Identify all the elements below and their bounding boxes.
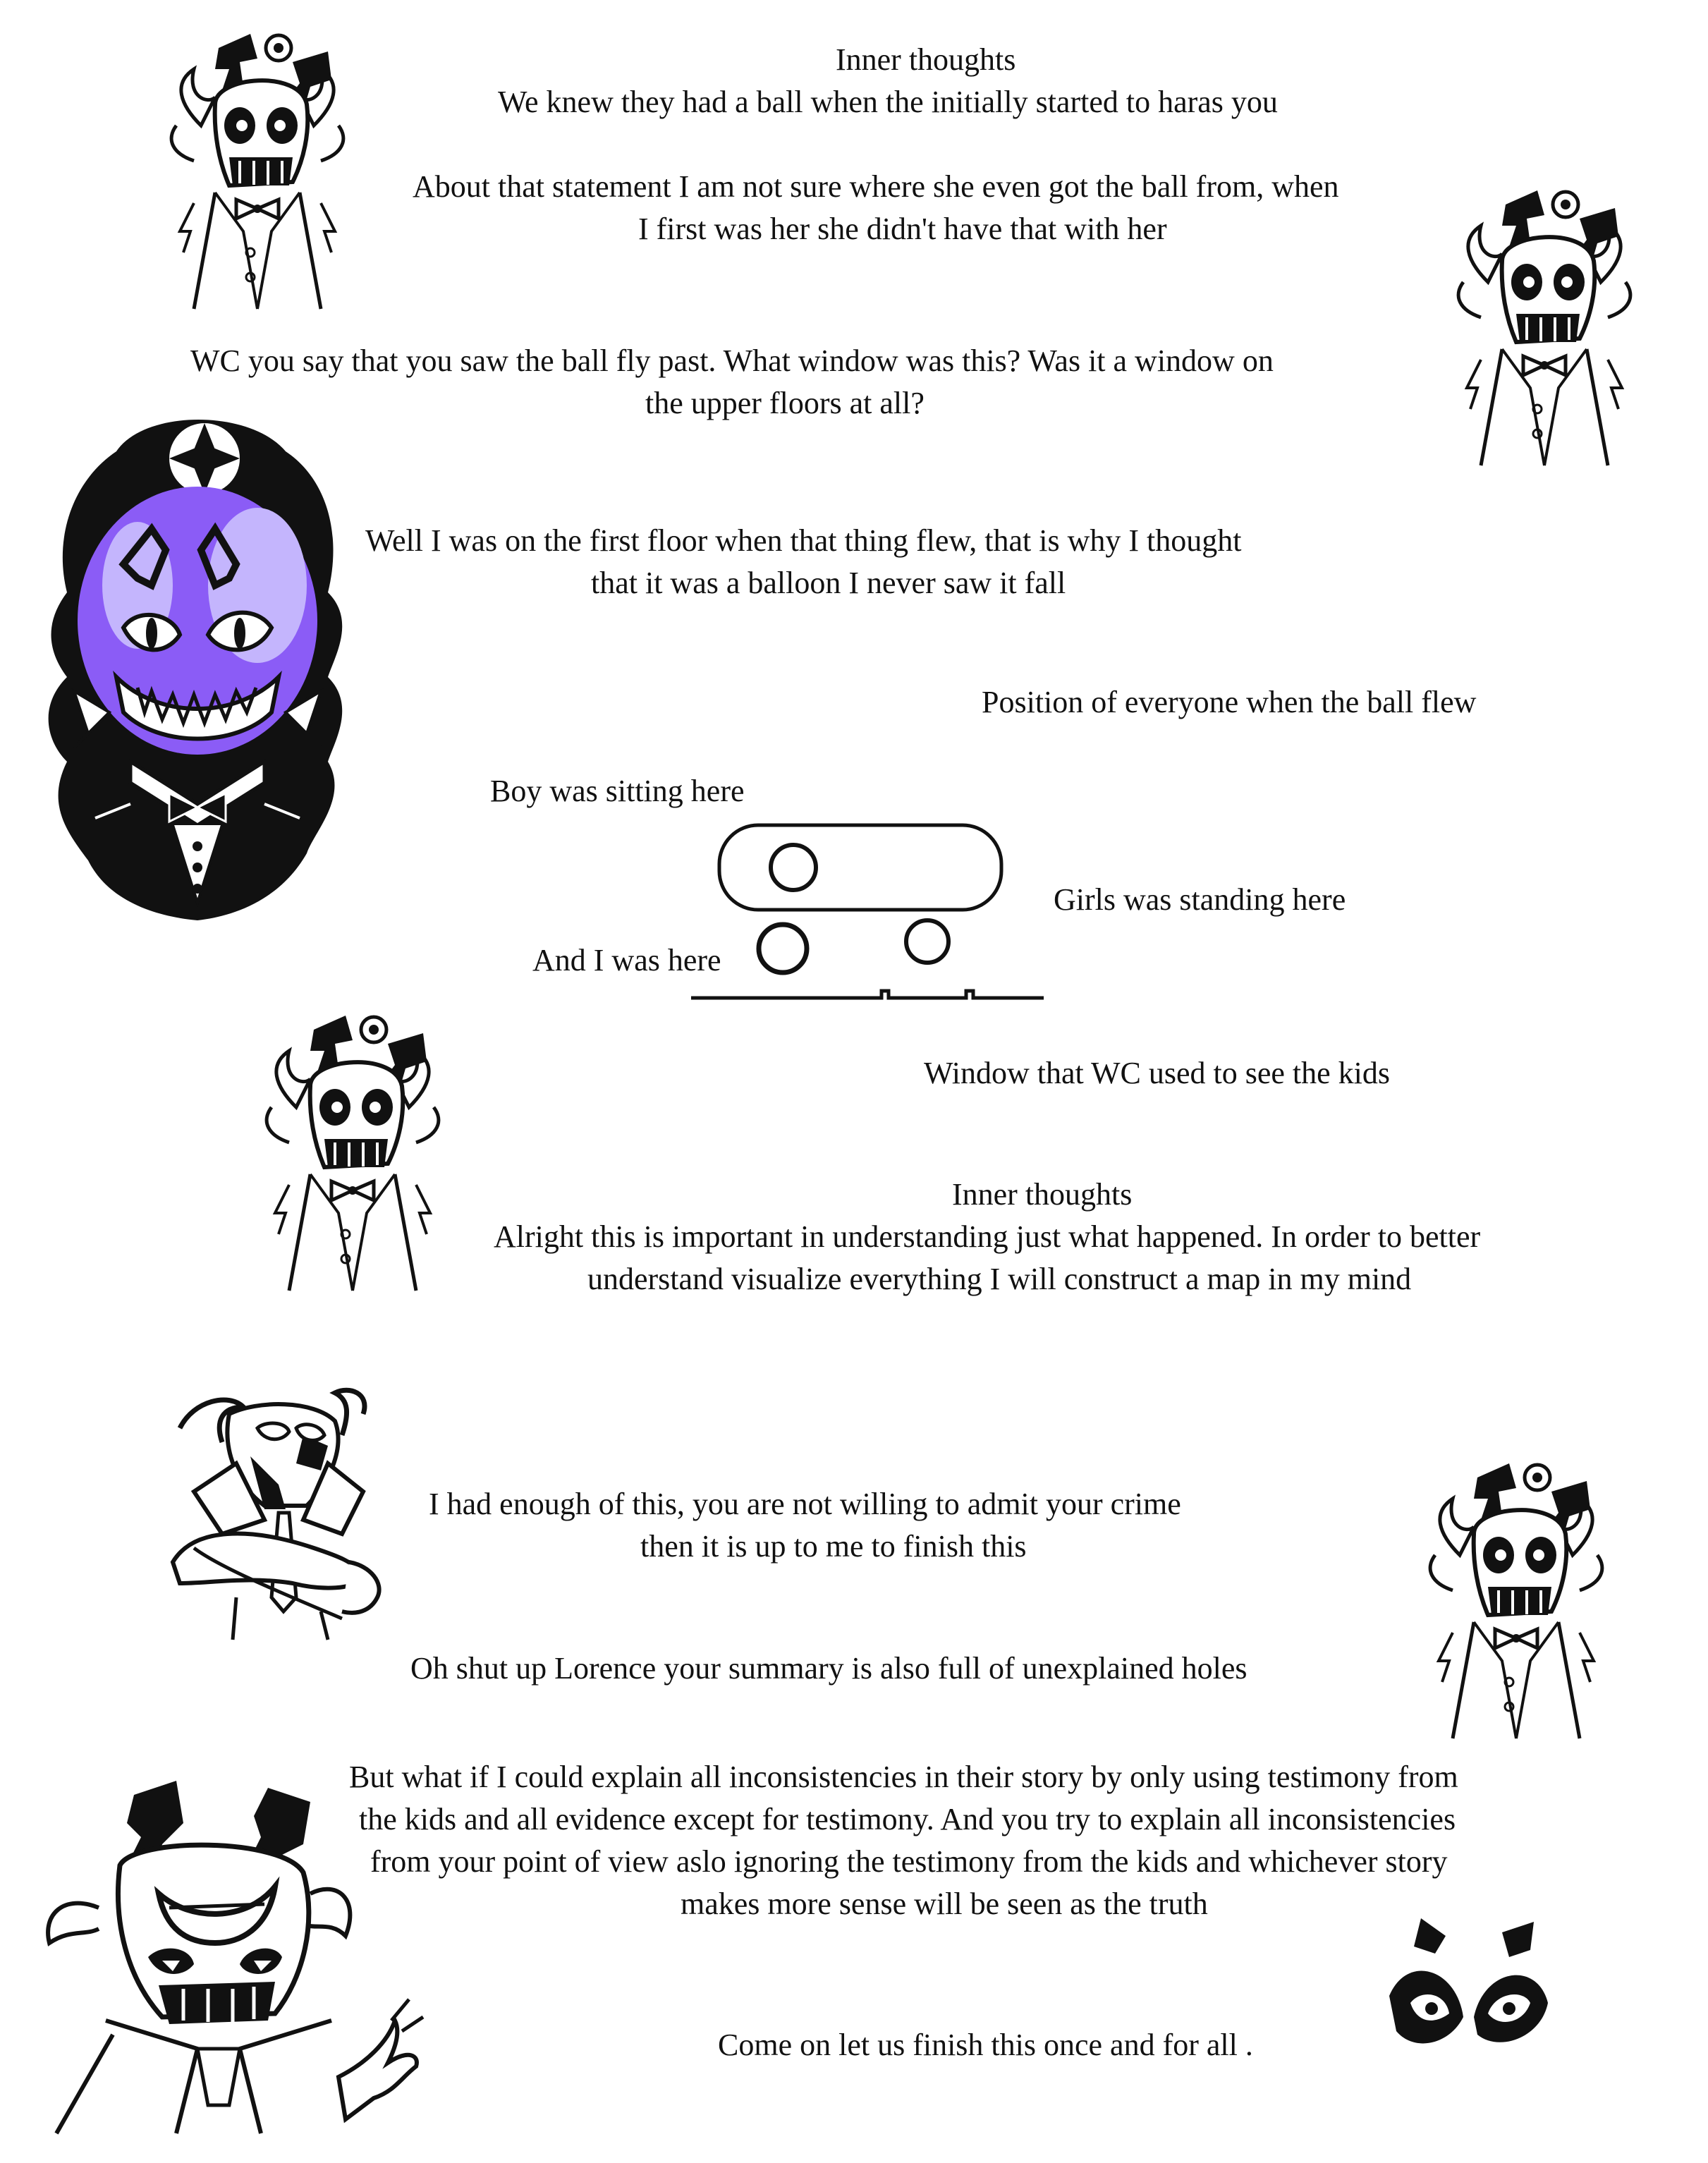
map-boy-marker <box>771 845 816 890</box>
map-me-marker <box>759 925 807 973</box>
floor-map-drawing <box>677 811 1058 1009</box>
dialogue-finish <box>718 2024 1253 2066</box>
dialogue-line: About that statement I am not sure where she even got the ball from, when <box>413 169 1339 204</box>
detective-portrait-1 <box>152 20 363 316</box>
dialogue-first-floor <box>365 520 1423 604</box>
floor-map-svg <box>677 811 1058 1009</box>
dialogue-ball-statement <box>413 166 1470 250</box>
dialogue-line: I first was her she didn't have that with her <box>638 212 1167 246</box>
dialogue-line: Come on let us finish this once and for all . <box>718 2028 1253 2062</box>
dialogue-line: Well I was on the first floor when that thing flew, that is why I thought <box>365 523 1242 558</box>
dialogue-line: Oh shut up Lorence your summary is also full of unexplained holes <box>410 1651 1248 1686</box>
witness-wc-portrait <box>32 409 363 924</box>
dialogue-line: We knew they had a ball when the initially started to haras you <box>498 85 1278 119</box>
dialogue-line: But what if I could explain all inconsistencies in their story by only using testimony from <box>349 1760 1458 1794</box>
dialogue-lorence-accuse <box>429 1483 1346 1568</box>
dialogue-inner-thoughts-1 <box>374 39 1502 123</box>
map-label-boy: Boy was sitting here <box>490 774 745 808</box>
dialogue-line: from your point of view aslo ignoring the testimony from the kids and whichever story <box>370 1844 1448 1879</box>
dialogue-line: understand visualize everything I will construct a map in my mind <box>587 1262 1412 1296</box>
dialogue-window-question <box>190 340 1417 425</box>
dialogue-line: the upper floors at all? <box>645 386 925 420</box>
map-title: Position of everyone when the ball flew <box>982 685 1477 719</box>
dialogue-shut-up <box>410 1647 1248 1690</box>
dialogue-line: Alright this is important in understanding just what happened. In order to better <box>494 1219 1481 1254</box>
dialogue-line: then it is up to me to finish this <box>640 1529 1027 1564</box>
dialogue-line: that it was a balloon I never saw it fall <box>591 566 1066 600</box>
lorence-portrait-arms-crossed <box>152 1386 420 1647</box>
map-label-girls: Girls was standing here <box>1054 882 1346 917</box>
detective-portrait-4 <box>1410 1449 1622 1745</box>
dialogue-line: WC you say that you saw the ball fly past. What window was this? Was it a window on <box>190 343 1274 378</box>
dialogue-inner-thoughts-2 <box>494 1174 1622 1300</box>
map-label-window: Window that WC used to see the kids <box>924 1056 1390 1090</box>
dialogue-line: the kids and all evidence except for testimony. And you try to explain all inconsistencies <box>359 1802 1456 1836</box>
detective-portrait-2 <box>1439 176 1650 473</box>
map-label-me: And I was here <box>532 943 721 977</box>
dialogue-line: makes more sense will be seen as the truth <box>681 1887 1208 1921</box>
dialogue-line: Inner thoughts <box>836 42 1016 77</box>
detective-laughing-portrait <box>35 1767 430 2140</box>
dialogue-explain-challenge <box>349 1756 1618 1925</box>
map-table <box>719 825 1001 910</box>
dialogue-line: I had enough of this, you are not willing to admit your crime <box>429 1487 1181 1521</box>
dialogue-line: Inner thoughts <box>952 1177 1133 1212</box>
detective-portrait-3 <box>247 1001 458 1298</box>
map-wall-window <box>691 991 1044 998</box>
glaring-eyes-closeup <box>1379 1911 1555 2059</box>
map-girls-marker <box>906 920 948 963</box>
